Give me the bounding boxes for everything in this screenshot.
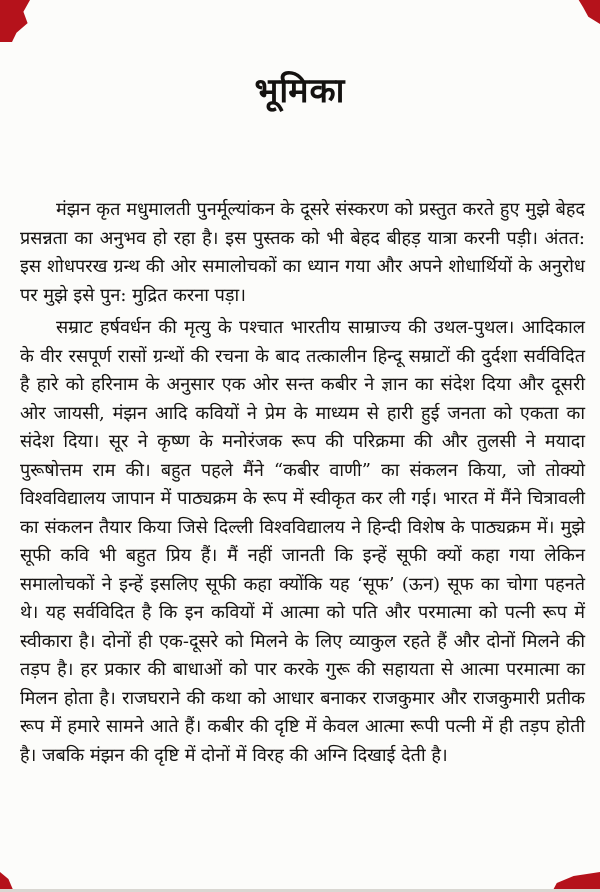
paragraph-1: मंझन कृत मधुमालती पुनर्मूल्यांकन के दूसरे संस्करण को प्रस्तुत करते हुए मुझे बेहद प्रसन्नता का अनुभव हो रहा है। इस पुस्तक को भी बेहद बीहड़ यात्रा करनी पड़ी। अंतत: इस शोधपरख ग्रन्थ की ओर समालोचकों का ध्यान गया और अपने शोधार्थियों के अनुरोध पर मुझे इसे पुन: मुद्रित करना पड़ा। [20, 199, 585, 306]
paragraph-2: सम्राट हर्षवर्धन की मृत्यु के पश्चात भारतीय साम्राज्य की उथल-पुथल। आदिकाल के वीर रसपूर्ण रासों ग्रन्थों की रचना के बाद तत्कालीन हिन्दू सम्राटों की दुर्दशा सर्वविदित है हारे को हरिनाम के अनुसार एक ओर सन्त कबीर ने ज्ञान का संदेश दिया और दूसरी ओर जायसी, मंझन आदि कवियों ने प्रेम के माध्यम से हारी हुई जनता को एकता का संदेश दिया। सूर ने कृष्ण के मनोरंजक रूप की परिक्रमा की और तुलसी ने मयादा पुरूषोत्तम राम की। बहुत पहले मैंने “कबीर वाणी” का संकलन किया, जो तोक्यो विश्वविद्यालय जापान में पाठ्यक्रम के रूप में स्वीकृत कर ली गई। भारत में मैंने चित्रावली का संकलन तैयार किया जिसे दिल्ली विश्वविद्यालय ने हिन्दी विशेष के पाठ्यक्रम में। मुझे सूफी कवि भी बहुत प्रिय हैं। मैं नहीं जानती कि इन्हें सूफी क्यों कहा गया लेकिन समालोचकों ने इन्हें इसलिए सूफी कहा क्योंकि यह ‘सूफ’ (ऊन) सूफ का चोगा पहनते थे। यह सर्वविदित है कि इन कवियों में आत्मा को पति और परमात्मा को पत्नी रूप में स्वीकारा है। दोनों ही एक-दूसरे को मिलने के लिए व्याकुल रहते हैं और दोनों मिलने की तड़प है। हर प्रकार की बाधाओं को पार करके गुरू की सहायता से आत्मा परमात्मा का मिलन होता है। राजघराने की कथा को आधार बनाकर राजकुमार और राजकुमारी प्रतीक रूप में हमारे सामने आते हैं। कबीर की दृष्टि में केवल आत्मा रूपी पत्नी में ही तड़प होती है। जबकि मंझन की दृष्टि में दोनों में विरह की अग्नि दिखाई देती है। [20, 317, 585, 766]
page-title: भूमिका [254, 71, 346, 111]
red-ink-corner-top-left [0, 0, 30, 42]
body-text [20, 196, 585, 770]
red-ink-corner-top-right [574, 0, 600, 24]
